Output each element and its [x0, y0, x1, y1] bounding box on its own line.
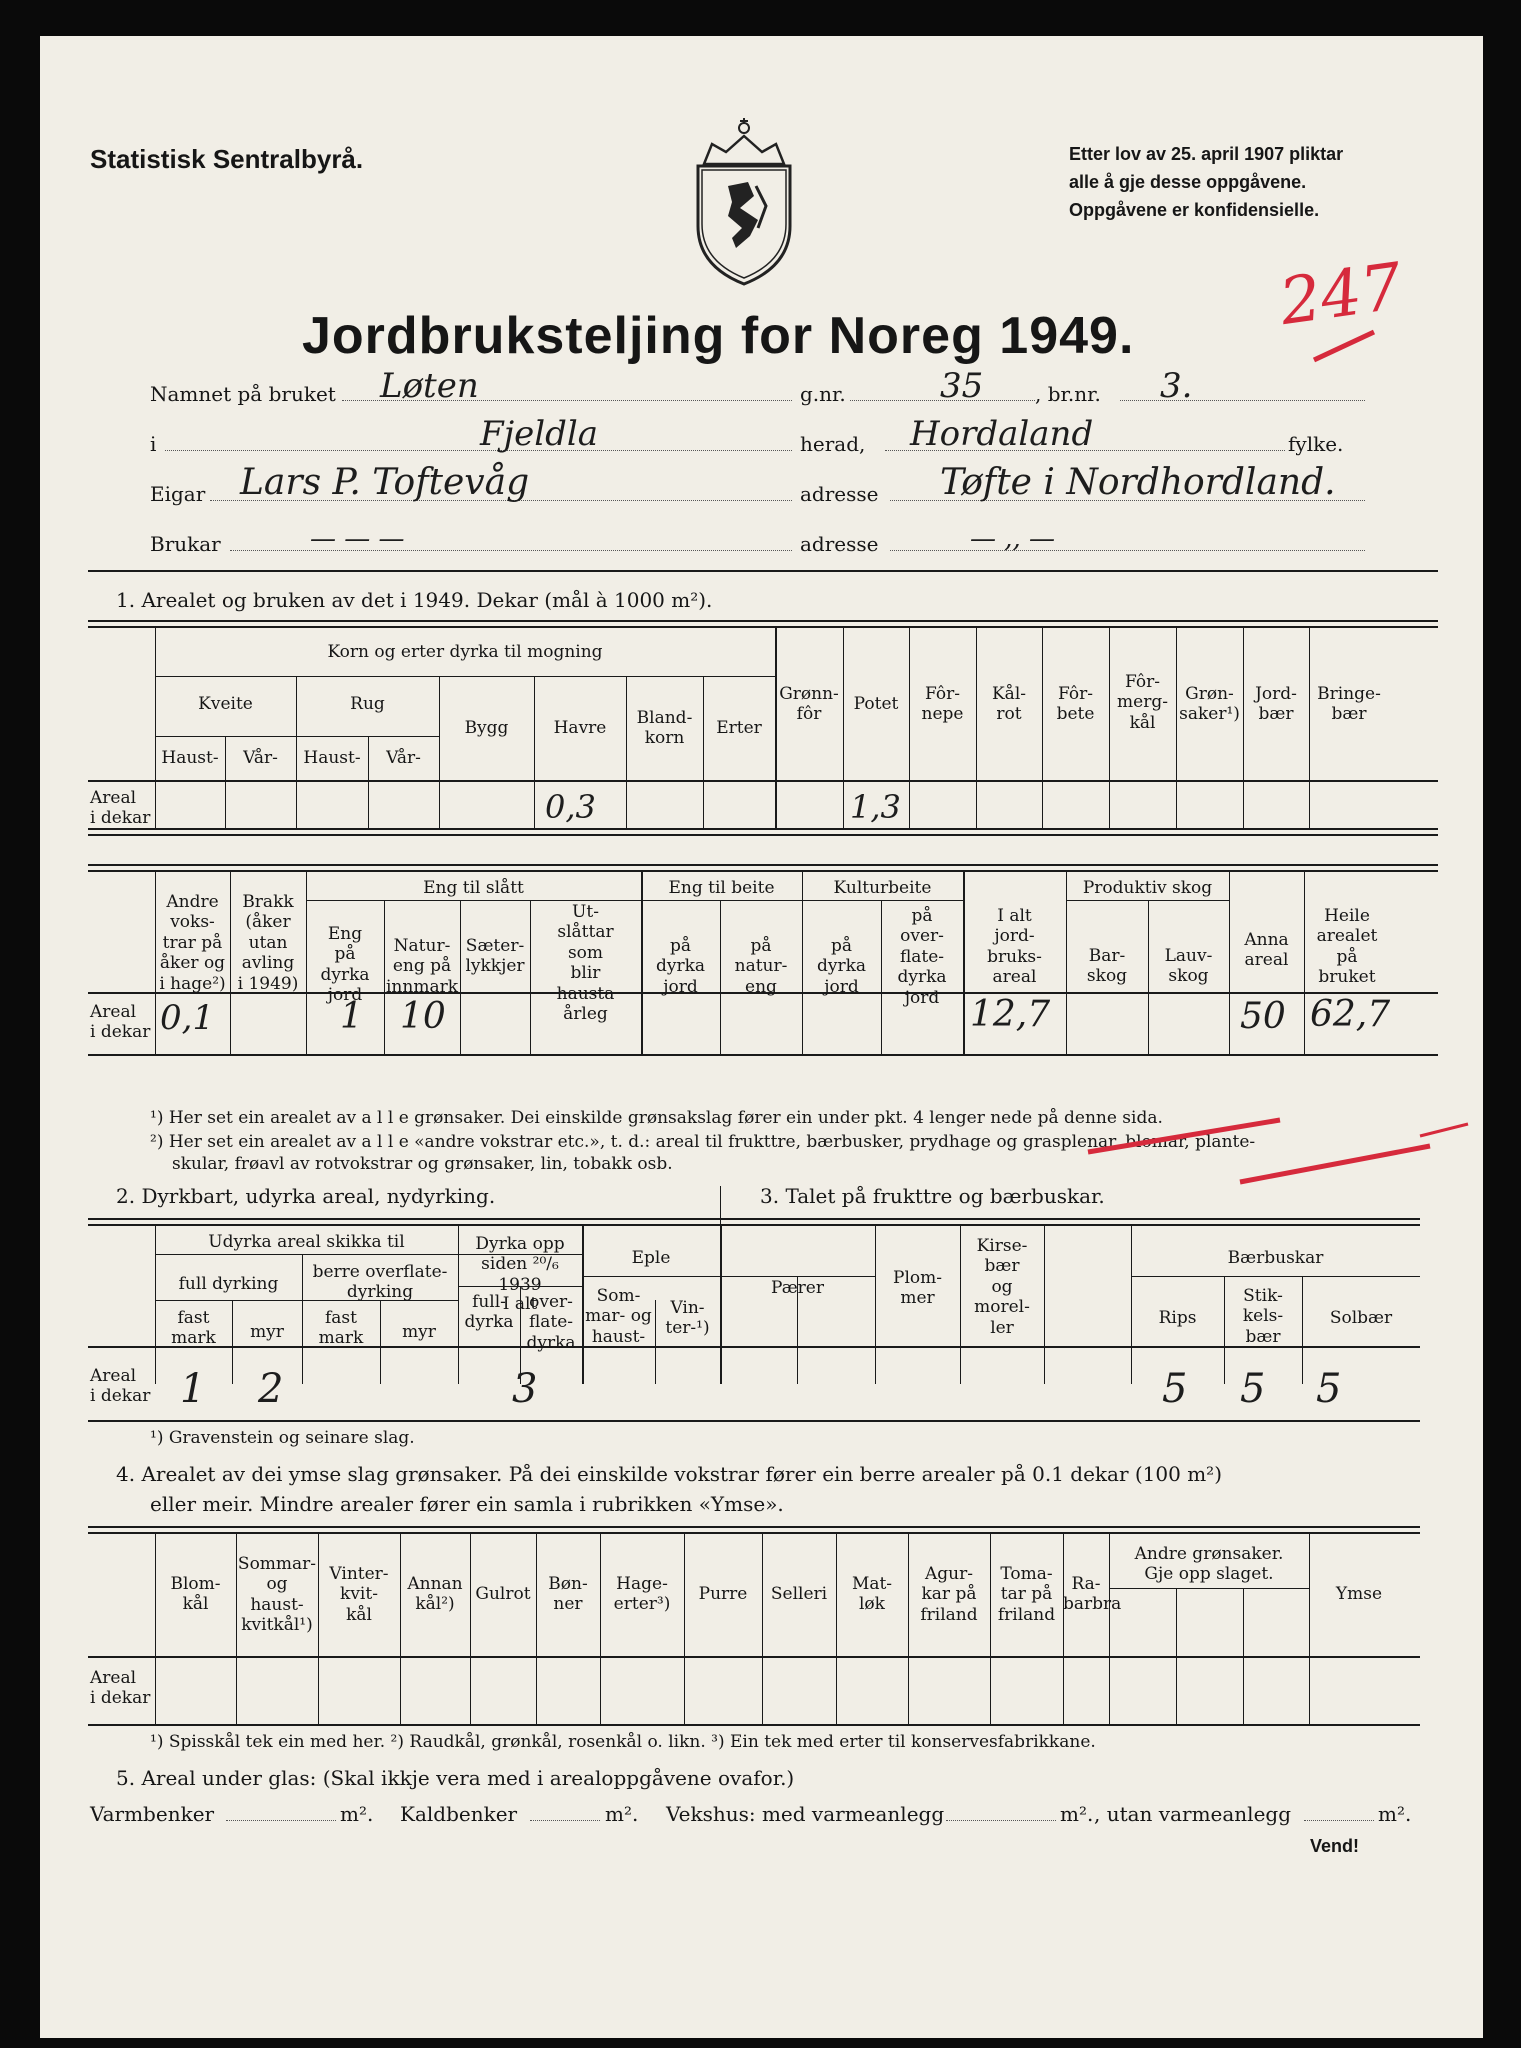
t2-natureng-value: 10 [400, 996, 446, 1037]
footnote-2a: ²) Her set ein arealet av a l l e «andre vokstrar etc.», t. d.: areal til frukttre, bærbusker, prydhage og grasplenar, blomar, plante- [150, 1132, 1256, 1152]
t2-prodskog: Produktiv skog [1082, 878, 1213, 898]
s3-rips: Rips [1158, 1308, 1197, 1328]
t1-potet-value: 1,3 [850, 788, 901, 826]
s4-column-divider [1063, 1532, 1064, 1724]
footnote-1: ¹) Her set ein arealet av a l l e grønsaker. Dei einskilde grønsakslag fører ein under pkt. 4 lenger nede på denne sida. [150, 1108, 1163, 1128]
s4-column-divider [762, 1532, 763, 1724]
t2-utslattar: Ut- slåttar som blir hausta årleg [556, 902, 615, 1024]
farm-name-value: Løten [380, 366, 479, 406]
s5-m2-4: m². [1378, 1802, 1412, 1826]
s4-ymse: Ymse [1335, 1584, 1383, 1604]
i-label: i [150, 432, 157, 456]
gnr-label: g.nr. [800, 382, 846, 406]
t1-havre-value: 0,3 [545, 788, 596, 826]
t2-natureng: Natur- eng på innmark [385, 936, 459, 997]
s4-column-header: Agur- kar på friland [920, 1564, 978, 1625]
s4-column-header: Vinter- kvit- kål [329, 1564, 389, 1625]
s4-column-divider [836, 1532, 837, 1724]
owner-address-value: Tøfte i Nordhordland. [940, 462, 1336, 503]
red-strike-icon [980, 1076, 1480, 1186]
s3-eple-vinter: Vin- ter-¹) [665, 1298, 710, 1339]
t1-bringebaer: Bringe- bær [1317, 684, 1381, 725]
owner-value: Lars P. Toftevåg [240, 462, 530, 503]
t1-row-label: Areal i dekar [90, 788, 151, 829]
t2-heile-value: 62,7 [1310, 994, 1391, 1035]
s2-fulldyrka: full- dyrka [464, 1292, 514, 1333]
s3-footnote: ¹) Gravenstein og seinare slag. [150, 1428, 415, 1448]
s3-solbaer: Solbær [1329, 1308, 1393, 1328]
s4-column-divider [684, 1532, 685, 1724]
s4-column-divider [155, 1532, 156, 1724]
law-line: Etter lov av 25. april 1907 pliktar [1069, 144, 1344, 164]
t2-eng-value: 1 [340, 996, 363, 1037]
s5-m2-1: m². [340, 1802, 374, 1826]
t1-gronsaker: Grøn- saker¹) [1179, 684, 1240, 725]
user-address-value: — ,, — [970, 524, 1056, 554]
t2-anna-value: 50 [1240, 996, 1286, 1037]
red-underline-icon [1310, 326, 1380, 366]
section-4-heading-2: eller meir. Mindre arealer fører ein samla i rubrikken «Ymse». [150, 1492, 784, 1516]
t1-group-header: Korn og erter dyrka til mogning [327, 642, 603, 662]
section-3-heading: 3. Talet på frukttre og bærbuskar. [760, 1184, 1105, 1208]
s4-footnote: ¹) Spisskål tek ein med her. ²) Raudkål, grønkål, rosenkål o. likn. ³) Ein tek med erter til konservesfabrikkane. [150, 1732, 1096, 1752]
owner-address-label: adresse [800, 482, 879, 506]
user-value: — — — [310, 524, 405, 554]
t2-eng-slatt: Eng til slått [423, 878, 524, 898]
red-stamp-number: 247 [1275, 249, 1407, 341]
s4-column-divider [318, 1532, 319, 1724]
vend-note: Vend! [1310, 1836, 1360, 1856]
s2-full-fast: fast mark [171, 1308, 216, 1349]
t1-gronnfor: Grønn- fôr [779, 684, 839, 725]
s5-utan-label: , utan varmeanlegg [1094, 1802, 1292, 1826]
t1-havre: Havre [553, 718, 607, 738]
fylke-value: Hordaland [910, 414, 1094, 454]
t2-andre-value: 0,1 [160, 998, 215, 1038]
user-address-label: adresse [800, 532, 879, 556]
s4-andre-header: Andre grønsaker. Gje opp slaget. [1134, 1544, 1284, 1585]
t1-forbete: Fôr- bete [1056, 684, 1095, 725]
t2-lauvskog: Lauv- skog [1164, 946, 1213, 987]
t2-saeter: Sæter- lykkjer [465, 936, 525, 977]
t2-ialt: I alt jord- bruks- areal [987, 906, 1042, 988]
s4-column-header: Hage- erter³) [613, 1574, 671, 1615]
section-5-heading: 5. Areal under glas: (Skal ikkje vera med i arealoppgåvene ovafor.) [116, 1766, 795, 1790]
s2-udyrka-header: Udyrka areal skikka til [208, 1232, 405, 1252]
agency-name: Statistisk Sentralbyrå. [90, 144, 364, 174]
s3-eple-sommar: Som- mar- og haust- [585, 1286, 652, 1347]
t2-brakk: Brakk (åker utan avling i 1949) [237, 892, 299, 994]
t2-kb-over: på over- flate- dyrka jord [897, 906, 947, 1008]
s2-myr-value: 2 [258, 1366, 284, 1412]
s4-column-header: Mat- løk [851, 1574, 893, 1615]
s4-column-header: Purre [698, 1584, 748, 1604]
s5-vekshus-label: Vekshus: med varmeanlegg [666, 1802, 945, 1826]
t1-kveite: Kveite [198, 694, 253, 714]
section-2-heading: 2. Dyrkbart, udyrka areal, nydyrking. [116, 1184, 496, 1208]
t2-barskog: Bar- skog [1086, 946, 1128, 987]
s4-column-divider [1309, 1532, 1310, 1724]
s4-column-divider [400, 1532, 401, 1724]
brnr-label: , br.nr. [1035, 382, 1101, 406]
s4-row-label: Areal i dekar [90, 1668, 151, 1709]
t1-jordbaer: Jord- bær [1255, 684, 1297, 725]
t1-fornepe: Fôr- nepe [921, 684, 964, 725]
t1-kalrot: Kål- rot [991, 684, 1027, 725]
s4-column-header: Bøn- ner [548, 1574, 588, 1615]
s4-column-divider [600, 1532, 601, 1724]
t2-beite-dyrka: på dyrka jord [655, 936, 706, 997]
t1-rug-haust: Haust- [303, 748, 361, 768]
s3-paerer: Pærer [771, 1278, 824, 1298]
s5-m2-2: m². [605, 1802, 639, 1826]
law-line: Oppgåvene er konfidensielle. [1069, 200, 1320, 220]
s2-row-label: Areal i dekar [90, 1366, 151, 1407]
owner-label: Eigar [150, 482, 206, 506]
s3-stikkelsbaer: Stik- kels- bær [1242, 1286, 1284, 1347]
t1-kveite-haust: Haust- [161, 748, 219, 768]
s4-column-divider [990, 1532, 991, 1724]
t2-eng-beite: Eng til beite [668, 878, 775, 898]
form-page [40, 36, 1483, 2038]
s2-ialt-value: 3 [512, 1366, 538, 1412]
t2-kb-dyrka: på dyrka jord [816, 936, 867, 997]
form-title: Jordbruksteljing for Noreg 1949. [302, 307, 1135, 365]
user-label: Brukar [150, 532, 221, 556]
s4-column-divider [536, 1532, 537, 1724]
s2-full-myr: myr [250, 1322, 284, 1342]
s3-plommer: Plom- mer [893, 1268, 942, 1309]
t2-row-label: Areal i dekar [90, 1002, 151, 1043]
s3-baerbuskar: Bærbuskar [1227, 1248, 1324, 1268]
s3-rips-value: 5 [1162, 1366, 1188, 1412]
t2-beite-natur: på natur- eng [734, 936, 788, 997]
t2-eng-dyrka: Eng på dyrka jord [320, 924, 370, 1006]
coat-of-arms-icon [692, 116, 796, 286]
t1-rug-var: Vår- [386, 748, 421, 768]
s5-kaldbenker-label: Kaldbenker [400, 1802, 518, 1826]
s4-column-divider [908, 1532, 909, 1724]
footnote-2b: skular, frøavl av rotvokstrar og grønsaker, lin, tobakk osb. [172, 1154, 673, 1174]
s2-over-fast: fast mark [318, 1308, 364, 1349]
s3-eple: Eple [631, 1248, 671, 1268]
s3-kirsebaer: Kirse- bær og morel- ler [974, 1236, 1030, 1338]
section-4-heading-1: 4. Arealet av dei ymse slag grønsaker. På dei einskilde vokstrar fører ein berre arealer på 0.1 dekar (100 m²) [116, 1462, 1222, 1486]
farm-name-label: Namnet på bruket [150, 382, 336, 406]
t2-kulturbeite: Kulturbeite [833, 878, 932, 898]
s2-berre-overflate: berre overflate- dyrking [312, 1262, 448, 1303]
s2-ialt: I alt [502, 1294, 538, 1314]
s4-column-header: Gulrot [475, 1584, 531, 1604]
s4-column-header: Sommar- og haust- kvitkål¹) [237, 1554, 317, 1636]
fylke-label: fylke. [1288, 432, 1344, 456]
t2-ialt-value: 12,7 [970, 994, 1051, 1035]
gnr-value: 35 [940, 366, 984, 406]
t2-andre: Andre voks- trar på åker og i hage²) [159, 892, 226, 994]
s4-column-header: Annan kål²) [407, 1574, 463, 1615]
s2-full-dyrking: full dyrking [178, 1274, 279, 1294]
section-1-heading: 1. Arealet og bruken av det i 1949. Dekar (mål à 1000 m²). [116, 588, 713, 612]
t1-kveite-var: Vår- [243, 748, 278, 768]
s2-over-myr: myr [402, 1322, 436, 1342]
herad-label: herad, [800, 432, 866, 456]
s2-fast-value: 1 [180, 1366, 206, 1412]
law-line: alle å gje desse oppgåvene. [1069, 172, 1307, 192]
herad-value: Fjeldla [480, 414, 599, 454]
t1-blandkorn: Bland- korn [636, 708, 693, 749]
s3-stikkels-value: 5 [1240, 1366, 1266, 1412]
s4-column-header: Ra- barbra [1063, 1574, 1122, 1615]
law-notice [1069, 140, 1343, 224]
t1-bygg: Bygg [464, 718, 509, 738]
s4-column-header: Toma- tar på friland [997, 1564, 1056, 1625]
s2-overflatedyrka: over- flate- dyrka [526, 1292, 576, 1353]
s3-solbaer-value: 5 [1316, 1366, 1342, 1412]
t2-anna: Anna areal [1244, 930, 1289, 971]
s4-column-divider [470, 1532, 471, 1724]
s5-m2-3: m². [1060, 1802, 1094, 1826]
s4-column-header: Selleri [770, 1584, 828, 1604]
t2-heile: Heile arealet på bruket [1316, 906, 1378, 988]
t1-potet: Potet [853, 694, 899, 714]
s4-column-header: Blom- kål [170, 1574, 221, 1615]
t1-rug: Rug [350, 694, 385, 714]
s2-dyrka-opp: Dyrka opp siden ²⁰/₆ 1939 [475, 1234, 565, 1295]
brnr-value: 3. [1160, 366, 1193, 406]
t1-erter: Erter [716, 718, 762, 738]
s5-varmbenker-label: Varmbenker [90, 1802, 215, 1826]
t1-formergkal: Fôr- merg- kål [1117, 672, 1168, 733]
